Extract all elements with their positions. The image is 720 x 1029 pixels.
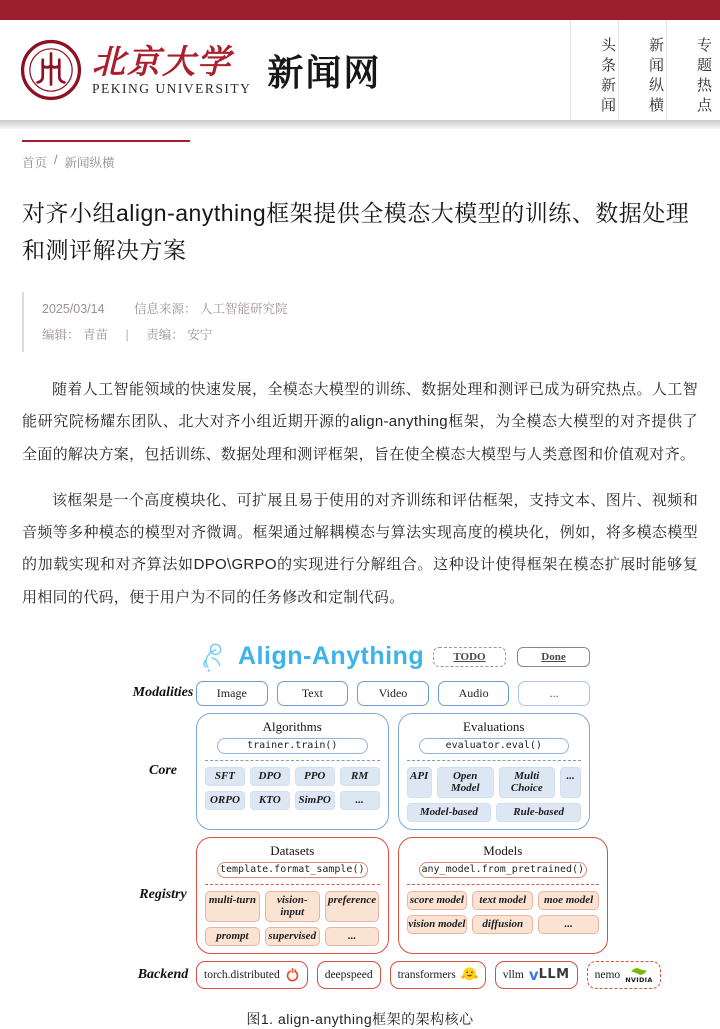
algo-item: RM	[340, 767, 380, 786]
done-chip: Done	[517, 647, 590, 667]
dataset-item: vision-input	[265, 891, 320, 922]
header-nav	[570, 20, 714, 120]
dataset-item: supervised	[265, 927, 320, 946]
backend-vllm	[495, 961, 578, 989]
algorithms-container	[196, 713, 389, 830]
dashed-separator	[407, 760, 582, 761]
algo-item: KTO	[250, 791, 290, 810]
dashed-separator	[205, 884, 380, 885]
university-name-en: PEKING UNIVERSITY	[92, 80, 252, 96]
source-label: 信息来源：	[134, 301, 197, 316]
breadcrumb-separator: /	[54, 153, 58, 167]
meta-line-1	[42, 296, 698, 322]
modalities-row	[130, 681, 590, 706]
figure-title: Align-Anything	[238, 642, 425, 671]
article-editor: 青苗	[83, 327, 109, 342]
models-title: Models	[483, 842, 523, 858]
align-anything-logo-icon	[196, 640, 230, 674]
meta-line-2	[42, 322, 698, 348]
datasets-title: Datasets	[270, 842, 315, 858]
dashed-separator	[407, 884, 600, 885]
site-header	[0, 20, 720, 120]
registry-row	[130, 837, 594, 954]
top-red-bar	[0, 0, 720, 20]
template-code: template.format_sample()	[217, 862, 368, 878]
model-item: score model	[407, 891, 468, 910]
evaluations-title: Evaluations	[463, 718, 525, 734]
vllm-logo: v LLM	[528, 965, 570, 984]
algo-item: SFT	[205, 767, 245, 786]
article-source: 人工智能研究院	[200, 301, 288, 316]
backend-transformers	[390, 961, 486, 989]
backend-row	[130, 961, 653, 989]
paragraph: 随着人工智能领域的快速发展，全模态大模型的训练、数据处理和测评已成为研究热点。人工智能研究院杨耀东团队、北大对齐小组近期开源的align-anything框架，为全模态大模型的对齐提供了全面的解决方案，包括训练、数据处理和测评框架，旨在使全模态大模型与人类意图和价值观对齐。	[22, 381, 698, 463]
trainer-code: trainer.train()	[217, 738, 368, 754]
accent-line	[22, 140, 190, 142]
eval-item: Model-based	[407, 803, 492, 822]
core-label: Core	[149, 763, 177, 779]
model-item: vision model	[407, 915, 468, 934]
algorithms-title: Algorithms	[262, 718, 322, 734]
meta-divider: |	[125, 327, 129, 342]
modality-image: Image	[196, 681, 268, 706]
evaluations-container	[398, 713, 591, 830]
algo-item: ...	[340, 791, 380, 810]
tab-news-roundup[interactable]: 新闻纵横	[618, 20, 666, 120]
pretrained-code: any_model.from_pretrained()	[419, 862, 588, 878]
tab-headline-news[interactable]: 头条新闻	[570, 20, 618, 120]
modality-video: Video	[357, 681, 429, 706]
backend-deepspeed-label: deepspeed	[324, 968, 373, 981]
algo-item: DPO	[250, 767, 290, 786]
backend-torch	[196, 961, 308, 989]
backend-nemo	[587, 961, 661, 989]
backend-transformers-label: transformers	[397, 968, 456, 981]
pytorch-icon	[285, 967, 300, 982]
modalities-label: Modalities	[132, 685, 194, 701]
algo-item: ORPO	[205, 791, 245, 810]
algo-item: PPO	[295, 767, 335, 786]
editor-label: 编辑：	[42, 327, 80, 342]
figure-header	[196, 640, 590, 674]
university-name-cn: 北京大学	[92, 41, 232, 81]
site-name: 新闻网	[267, 51, 382, 93]
eval-item: API	[407, 767, 432, 798]
dataset-item: multi-turn	[205, 891, 260, 922]
breadcrumb	[22, 153, 698, 171]
evaluator-code: evaluator.eval()	[419, 738, 570, 754]
algo-item: SimPO	[295, 791, 335, 810]
eval-item: Open Model	[437, 767, 494, 798]
backend-vllm-label: vllm	[502, 968, 524, 981]
breadcrumb-current[interactable]: 新闻纵横	[64, 156, 115, 170]
backend-deepspeed	[317, 961, 381, 989]
dataset-item: preference	[325, 891, 380, 922]
modality-audio: Audio	[438, 681, 510, 706]
model-item: text model	[472, 891, 533, 910]
backend-torch-label: torch.distributed	[204, 968, 280, 981]
huggingface-icon	[461, 966, 478, 983]
article-meta	[22, 292, 698, 353]
tab-special-topics[interactable]: 专题热点	[666, 20, 714, 120]
modality-text: Text	[277, 681, 349, 706]
todo-chip: TODO	[433, 647, 506, 667]
eval-item: ...	[560, 767, 581, 798]
chief-editor-label: 责编：	[146, 327, 184, 342]
eval-item: Rule-based	[496, 803, 581, 822]
models-container	[398, 837, 609, 954]
registry-label: Registry	[139, 887, 187, 903]
article-chief-editor: 安宁	[187, 327, 213, 342]
datasets-container	[196, 837, 389, 954]
dashed-separator	[205, 760, 380, 761]
architecture-figure	[130, 640, 653, 989]
backend-label: Backend	[137, 966, 189, 982]
dataset-item: prompt	[205, 927, 260, 946]
model-item: moe model	[538, 891, 599, 910]
article-date: 2025/03/14	[42, 301, 105, 316]
eval-item: Multi Choice	[499, 767, 556, 798]
figure-caption: 图1. align-anything框架的架构核心	[246, 1010, 474, 1027]
paragraph: 该框架是一个高度模块化、可扩展且易于使用的对齐训练和评估框架，支持文本、图片、视频和音频等多种模态的模型对齐微调。框架通过解耦模态与算法实现高度的模块化，例如，将多模态模型的加载实现和对齐算法如DPO\GRPO的实现进行分解组合。这种设计使得框架在模态扩展时能够复用相同的代码，便于用户为不同的任务修改和定制代码。	[22, 491, 698, 606]
core-row	[130, 713, 590, 830]
modality-more: ...	[518, 681, 590, 706]
article-body	[22, 374, 698, 614]
header-shadow	[0, 120, 720, 129]
breadcrumb-home[interactable]: 首页	[22, 156, 48, 170]
dataset-item: ...	[325, 927, 380, 946]
site-logo[interactable]	[0, 20, 381, 120]
page-title: 对齐小组align-anything框架提供全模态大模型的训练、数据处理和测评解决方案	[22, 200, 690, 264]
model-item: ...	[538, 915, 599, 934]
pku-seal-icon	[20, 39, 82, 101]
nvidia-logo: NVIDIA	[625, 966, 653, 984]
model-item: diffusion	[472, 915, 533, 934]
backend-nemo-label: nemo	[594, 968, 621, 981]
figure-legend	[433, 647, 590, 667]
